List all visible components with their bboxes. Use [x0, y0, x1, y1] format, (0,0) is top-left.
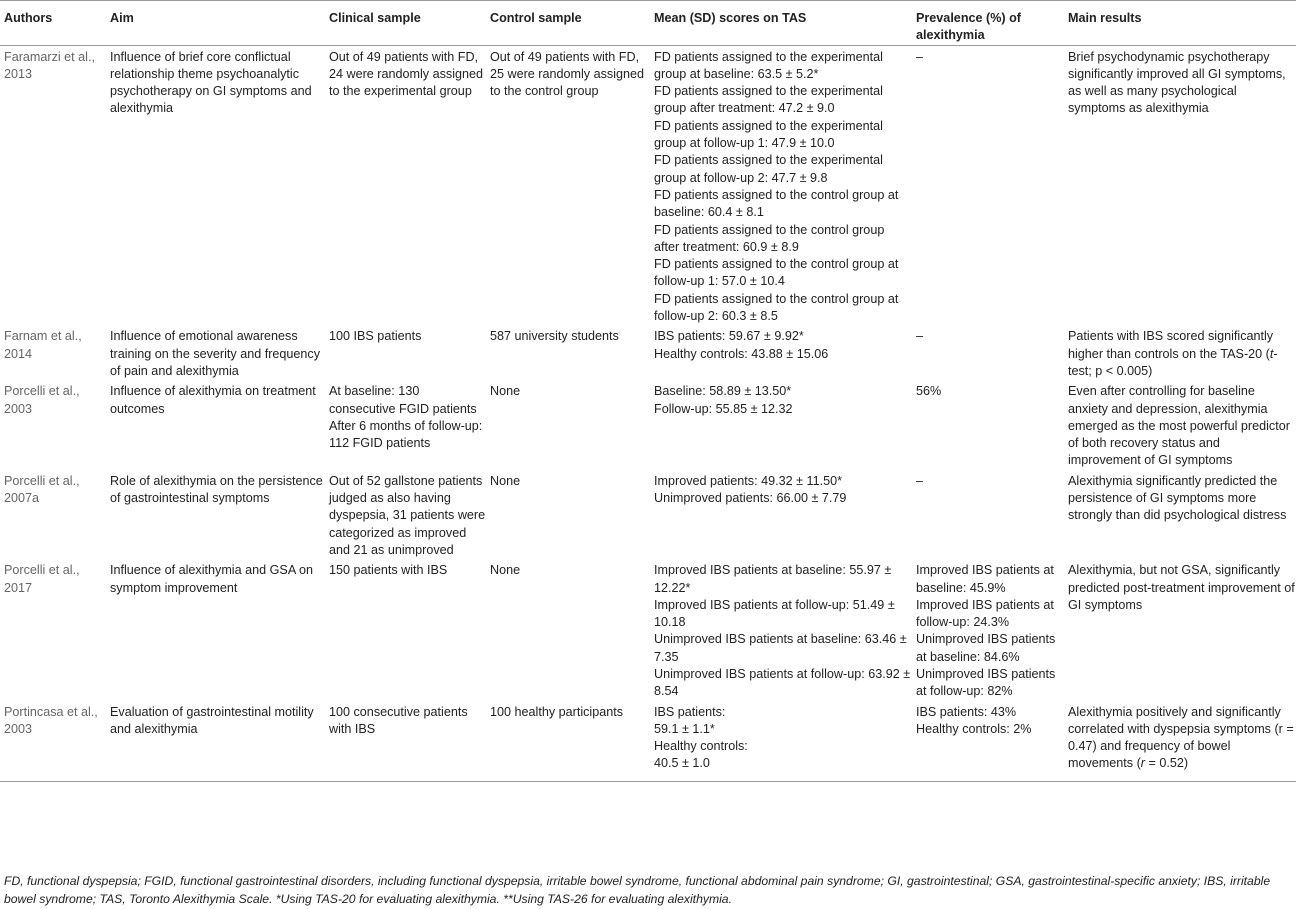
main-results-cell: [1064, 702, 1296, 782]
prevalence-line: Healthy controls: 2%: [916, 721, 1032, 736]
tas-score-line: FD patients assigned to the control group at follow-up 2: 60.3 ± 8.5: [654, 291, 899, 324]
tas-score-line: FD patients assigned to the experimental group at follow-up 1: 47.9 ± 10.0: [654, 118, 883, 151]
main-results-cell: [1064, 326, 1296, 381]
prevalence-line: Unimproved IBS patients at baseline: 84.6%: [916, 632, 1056, 664]
prevalence-line: 56%: [916, 384, 942, 399]
header-aim: Aim: [106, 1, 325, 46]
control-sample-cell: 100 healthy participants: [486, 702, 650, 782]
clinical-sample-cell: Out of 52 gallstone patients judged as also having dyspepsia, 31 patients were categorized as improved and 21 as unimproved: [329, 473, 486, 557]
author-cell: Porcelli et al., 2003: [4, 384, 80, 416]
tas-score-line: Healthy controls:: [654, 739, 748, 754]
results-stat-symbol: t: [1269, 346, 1274, 361]
aim-cell: Influence of emotional awareness training on the severity and frequency of pain and alexithymia: [110, 329, 321, 378]
aim-cell: Role of alexithymia on the persistence of gastrointestinal symptoms: [110, 473, 323, 506]
prevalence-line: –: [916, 473, 924, 488]
table-row: [0, 702, 1296, 782]
results-text: Patients with IBS scored significantly higher than controls on the TAS-20 (: [1068, 329, 1274, 361]
header-authors: Authors: [0, 1, 106, 46]
prevalence-cell: [912, 45, 1064, 326]
prevalence-cell: [912, 560, 1064, 701]
tas-score-line: Follow-up: 55.85 ± 12.32: [654, 401, 793, 416]
main-results-cell: Alexithymia significantly predicted the persistence of GI symptoms more strongly than did psychological distress: [1068, 473, 1287, 523]
clinical-sample-cell: Out of 49 patients with FD, 24 were randomly assigned to the experimental group: [329, 49, 484, 99]
header-tas-scores: Mean (SD) scores on TAS: [650, 1, 912, 46]
control-sample-cell: None: [490, 384, 521, 399]
tas-score-line: FD patients assigned to the experimental group at follow-up 2: 47.7 ± 9.8: [654, 153, 883, 185]
tas-score-line: Improved IBS patients at follow-up: 51.49 ± 10.18: [654, 597, 895, 630]
results-stat-symbol: r: [1140, 756, 1145, 771]
prevalence-line: Unimproved IBS patients at follow-up: 82%: [916, 666, 1056, 699]
clinical-sample-cell: [325, 381, 486, 470]
aim-cell: Influence of alexithymia and GSA on symptom improvement: [110, 563, 314, 595]
author-cell: Farnam et al., 2014: [4, 329, 82, 361]
tas-score-line: 40.5 ± 1.0: [654, 756, 710, 771]
tas-score-line: FD patients assigned to the control group after treatment: 60.9 ± 8.9: [654, 222, 885, 254]
tas-score-line: FD patients assigned to the experimental group at baseline: 63.5 ± 5.2*: [654, 49, 883, 81]
table-row: [0, 471, 1296, 560]
tas-score-line: Unimproved patients: 66.00 ± 7.79: [654, 491, 847, 506]
clinical-sample-cell: 150 patients with IBS: [329, 563, 448, 578]
results-text: Alexithymia positively and significantly correlated with dyspepsia symptoms (r = 0.47) and frequency of bowel movements (: [1068, 704, 1294, 771]
table-header-row: [0, 1, 1296, 46]
prevalence-cell: [912, 702, 1064, 782]
control-sample-cell: None: [490, 563, 521, 578]
tas-scores-cell: [650, 471, 912, 560]
prevalence-cell: [912, 471, 1064, 560]
clinical-sample-line: After 6 months of follow-up: 112 FGID patients: [329, 418, 483, 451]
control-sample-cell: None: [490, 473, 521, 488]
tas-scores-cell: [650, 702, 912, 782]
tas-score-line: Improved patients: 49.32 ± 11.50*: [654, 473, 843, 488]
aim-cell: Influence of brief core conflictual relationship theme psychoanalytic psychotherapy on GI symptoms and alexithymia: [110, 49, 312, 116]
clinical-sample-cell: 100 consecutive patients with IBS: [325, 702, 486, 782]
tas-score-line: IBS patients: 59.67 ± 9.92*: [654, 329, 804, 344]
table-row: [0, 45, 1296, 326]
author-cell: Portincasa et al., 2003: [0, 702, 106, 782]
tas-scores-cell: [650, 326, 912, 381]
table-row: [0, 326, 1296, 381]
results-text: = 0.52): [1145, 756, 1189, 771]
control-sample-cell: 587 university students: [490, 329, 619, 344]
clinical-sample-line: At baseline: 130 consecutive FGID patients: [329, 384, 477, 416]
table-footnote: FD, functional dyspepsia; FGID, functional gastrointestinal disorders, including functional dyspepsia, irritable bowel syndrome, functional abdominal pain syndrome; GI, gastrointestinal; GSA, gastrointestinal-specific anxiety; IBS, irritable bowel syndrome; TAS, Toronto Alexithymia Scale. *Using TAS-20 for evaluating alexithymia. **Using TAS-26 for evaluating alexithymia.: [4, 874, 1271, 906]
table-row: [0, 381, 1296, 470]
table-row: [0, 560, 1296, 701]
header-main-results: Main results: [1064, 1, 1296, 46]
tas-score-line: FD patients assigned to the control group at follow-up 1: 57.0 ± 10.4: [654, 257, 899, 289]
prevalence-line: IBS patients: 43%: [916, 704, 1017, 719]
prevalence-line: Improved IBS patients at follow-up: 24.3%: [916, 597, 1054, 630]
tas-score-line: Healthy controls: 43.88 ± 15.06: [654, 346, 829, 361]
header-clinical-sample: Clinical sample: [325, 1, 486, 46]
tas-score-line: Improved IBS patients at baseline: 55.97 ± 12.22*: [654, 563, 892, 595]
tas-score-line: IBS patients:: [654, 704, 726, 719]
author-cell: Porcelli et al., 2017: [4, 563, 80, 595]
prevalence-cell: [912, 326, 1064, 381]
results-text: -test; p < 0.005): [1068, 346, 1278, 378]
prevalence-line: Improved IBS patients at baseline: 45.9%: [916, 563, 1054, 595]
tas-scores-cell: [650, 381, 912, 470]
main-results-cell: Even after controlling for baseline anxiety and depression, alexithymia emerged as the most powerful predictor of both recovery status and improvement of GI symptoms: [1068, 384, 1290, 468]
header-control-sample: Control sample: [486, 1, 650, 46]
header-prevalence: Prevalence (%) of alexithymia: [912, 1, 1064, 46]
control-sample-cell: Out of 49 patients with FD, 25 were randomly assigned to the control group: [490, 49, 645, 99]
main-results-cell: Alexithymia, but not GSA, significantly predicted post-treatment improvement of GI symptoms: [1068, 563, 1295, 612]
tas-score-line: Unimproved IBS patients at follow-up: 63.92 ± 8.54: [654, 666, 911, 699]
tas-scores-cell: [650, 45, 912, 326]
author-cell: Faramarzi et al., 2013: [4, 49, 95, 81]
tas-scores-cell: [650, 560, 912, 701]
clinical-sample-cell: 100 IBS patients: [329, 329, 422, 344]
author-cell: Porcelli et al., 2007a: [4, 473, 80, 506]
prevalence-line: –: [916, 329, 924, 344]
prevalence-cell: [912, 381, 1064, 470]
tas-score-line: Baseline: 58.89 ± 13.50*: [654, 384, 792, 399]
tas-score-line: Unimproved IBS patients at baseline: 63.46 ± 7.35: [654, 632, 907, 664]
tas-score-line: 59.1 ± 1.1*: [654, 721, 715, 736]
aim-cell: Influence of alexithymia on treatment outcomes: [110, 384, 316, 416]
aim-cell: Evaluation of gastrointestinal motility and alexithymia: [106, 702, 325, 782]
main-results-cell: Brief psychodynamic psychotherapy significantly improved all GI symptoms, as well as many psychological symptoms as alexithymia: [1068, 49, 1286, 116]
tas-score-line: FD patients assigned to the experimental group after treatment: 47.2 ± 9.0: [654, 84, 883, 116]
tas-score-line: FD patients assigned to the control group at baseline: 60.4 ± 8.1: [654, 187, 899, 220]
prevalence-line: –: [916, 49, 924, 64]
